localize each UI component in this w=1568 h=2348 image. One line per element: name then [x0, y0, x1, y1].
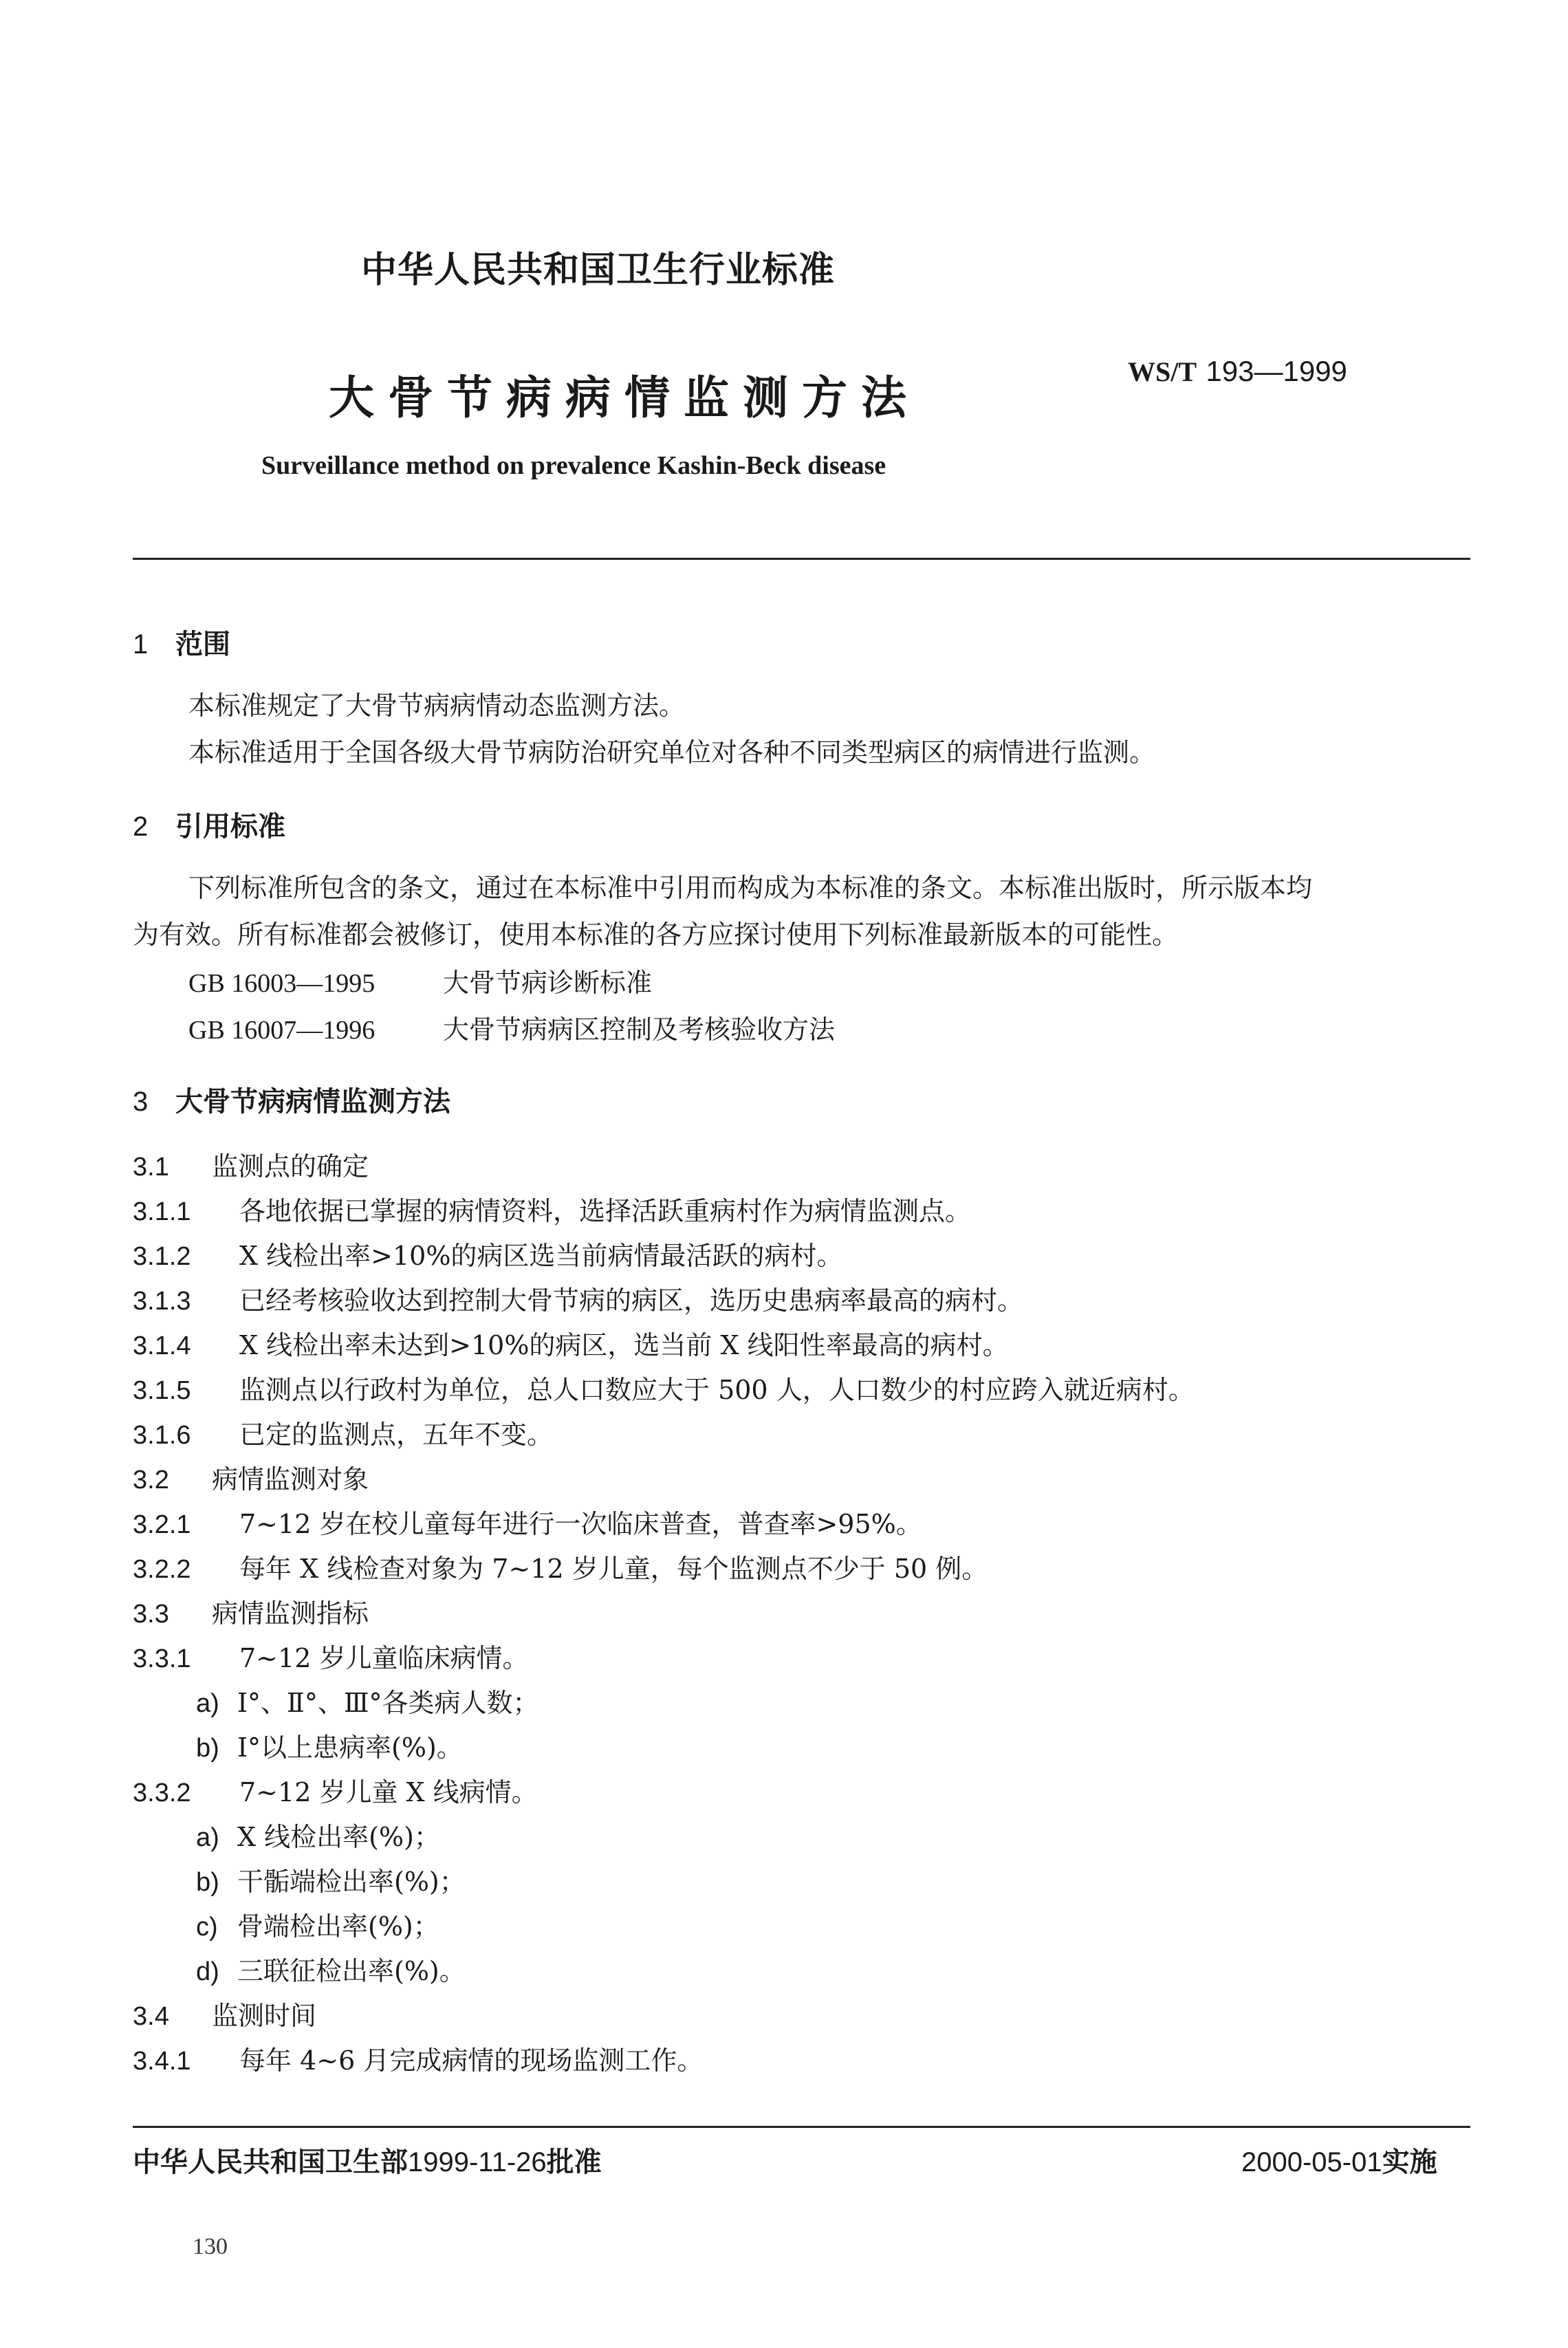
- issuing-body-title: 中华人民共和国卫生行业标准: [361, 250, 836, 291]
- clause-number: 3.1.4: [133, 1331, 191, 1360]
- clause-text: 每年 X 线检查对象为 7~12 岁儿童，每个监测点不少于 50 例。: [239, 1554, 988, 1584]
- clause-text: 7~12 岁儿童 X 线病情。: [239, 1777, 538, 1807]
- clause-list-item: [196, 1816, 440, 1854]
- clause: [133, 1771, 538, 1809]
- clause-number: 3.2.2: [133, 1555, 191, 1584]
- approval-date: 1999-11-26: [408, 2147, 547, 2177]
- clause-text: X 线检出率(%)；: [237, 1822, 440, 1852]
- standard-code: [1128, 354, 1347, 388]
- clause-number: 3.1.6: [133, 1421, 191, 1450]
- section-2-paragraph-line-1: 下列标准所包含的条文，通过在本标准中引用而构成为本标准的条文。本标准出版时，所示版本均: [188, 873, 1313, 903]
- clause-number: 3.3.2: [133, 1779, 191, 1807]
- standard-code-prefix: WS/T: [1128, 356, 1197, 387]
- clause-list-item: [196, 1905, 439, 1943]
- reference-item: [188, 1008, 835, 1046]
- clause: [133, 1637, 528, 1675]
- section-number: 2: [133, 812, 149, 842]
- clause-number: 3.4: [133, 2002, 169, 2031]
- reference-title: 大骨节病病区控制及考核验收方法: [443, 1014, 836, 1045]
- document-title: 大骨节病病情监测方法: [329, 371, 920, 424]
- page-number: 130: [193, 2234, 228, 2259]
- reference-title: 大骨节病诊断标准: [443, 968, 653, 998]
- clause-text: 监测点以行政村为单位，总人口数应大于 500 人，人口数少的村应跨入就近病村。: [239, 1375, 1195, 1405]
- clause-number: b): [196, 1868, 219, 1897]
- clause: [133, 1235, 842, 1272]
- clause-text: 病情监测指标: [212, 1598, 369, 1629]
- implementation-date: 2000-05-01: [1241, 2147, 1382, 2177]
- clause-number: 3.3: [133, 1600, 169, 1629]
- clause-text: 已经考核验收达到控制大骨节病的病区，选历史患病率最高的病村。: [239, 1285, 1024, 1316]
- header-divider: [133, 558, 1470, 560]
- section-3-heading: [133, 1080, 450, 1119]
- clause-number: 3.1.2: [133, 1242, 191, 1271]
- clause-number: 3.4.1: [133, 2047, 191, 2076]
- clause: [133, 1145, 369, 1183]
- clause: [133, 2039, 703, 2077]
- clause: [133, 1279, 1023, 1317]
- clause-number: d): [196, 1957, 219, 1986]
- english-title: Surveillance method on prevalence Kashin-Beck disease: [261, 451, 886, 480]
- clause-text: 干骺端检出率(%)；: [237, 1867, 466, 1897]
- approval-org: 中华人民共和国卫生部: [133, 2146, 408, 2178]
- clause: [133, 1592, 369, 1630]
- clause: [133, 1369, 1195, 1406]
- clause-text: 7~12 岁儿童临床病情。: [239, 1643, 529, 1673]
- footer-divider: [133, 2126, 1470, 2128]
- clause-number: 3.1.3: [133, 1287, 191, 1316]
- clause: [133, 1413, 553, 1451]
- section-title: 大骨节病病情监测方法: [175, 1086, 450, 1118]
- clause: [133, 1324, 1009, 1362]
- clause-text: X 线检出率未达到>10%的病区，选当前 X 线阳性率最高的病村。: [239, 1330, 1009, 1360]
- clause-number: a): [196, 1689, 219, 1718]
- clause-text: 监测点的确定: [212, 1151, 369, 1182]
- clause-text: 每年 4~6 月完成病情的现场监测工作。: [239, 2045, 704, 2076]
- clause-text: 7~12 岁在校儿童每年进行一次临床普查，普查率>95%。: [239, 1509, 922, 1539]
- approval-line: [133, 2140, 602, 2179]
- section-title: 引用标准: [175, 811, 285, 843]
- reference-code: GB 16007—1996: [188, 1016, 375, 1045]
- section-number: 1: [133, 629, 149, 660]
- standard-code-number: 193—1999: [1206, 355, 1347, 387]
- clause: [133, 1458, 369, 1496]
- section-2-paragraph-line-2: 为有效。所有标准都会被修订，使用本标准的各方应探讨使用下列标准最新版本的可能性。: [133, 920, 1179, 950]
- clause: [133, 1190, 971, 1228]
- clause-number: 3.1: [133, 1153, 169, 1182]
- clause-text: 三联征检出率(%)。: [237, 1956, 466, 1986]
- clause-text: Ⅰ°、Ⅱ°、Ⅲ°各类病人数；: [237, 1688, 539, 1718]
- reference-code: GB 16003—1995: [188, 969, 375, 998]
- clause-list-item: [196, 1950, 466, 1988]
- reference-item: [188, 961, 652, 999]
- clause-number: a): [196, 1823, 219, 1852]
- clause-text: 已定的监测点，五年不变。: [239, 1420, 554, 1450]
- clause-text: 骨端检出率(%)；: [237, 1911, 439, 1942]
- clause-text: Ⅰ°以上患病率(%)。: [237, 1732, 463, 1763]
- clause-list-item: [196, 1682, 539, 1719]
- clause-number: c): [196, 1913, 218, 1942]
- implementation-line: [1241, 2140, 1437, 2179]
- clause-number: 3.2: [133, 1466, 169, 1494]
- approval-word: 批准: [546, 2146, 602, 2178]
- section-title: 范围: [175, 629, 230, 660]
- clause: [133, 1994, 316, 2032]
- clause-text: 各地依据已掌握的病情资料，选择活跃重病村作为病情监测点。: [239, 1196, 972, 1226]
- implementation-word: 实施: [1382, 2146, 1437, 2178]
- section-1-heading: [133, 622, 230, 662]
- clause-number: 3.2.1: [133, 1510, 191, 1539]
- section-1-paragraph-2: 本标准适用于全国各级大骨节病防治研究单位对各种不同类型病区的病情进行监测。: [188, 737, 1156, 768]
- clause: [133, 1503, 922, 1541]
- section-2-heading: [133, 805, 285, 844]
- clause-text: 监测时间: [212, 2001, 317, 2031]
- clause-number: 3.1.1: [133, 1197, 191, 1226]
- clause-text: 病情监测对象: [212, 1464, 369, 1494]
- clause: [133, 1547, 988, 1585]
- clause-number: 3.1.5: [133, 1376, 191, 1405]
- section-1-paragraph-1: 本标准规定了大骨节病病情动态监测方法。: [188, 691, 686, 721]
- clause-text: X 线检出率>10%的病区选当前病情最活跃的病村。: [239, 1241, 843, 1271]
- clause-number: b): [196, 1734, 219, 1763]
- section-number: 3: [133, 1087, 149, 1117]
- clause-number: 3.3.1: [133, 1644, 191, 1673]
- clause-list-item: [196, 1860, 466, 1898]
- clause-list-item: [196, 1726, 463, 1764]
